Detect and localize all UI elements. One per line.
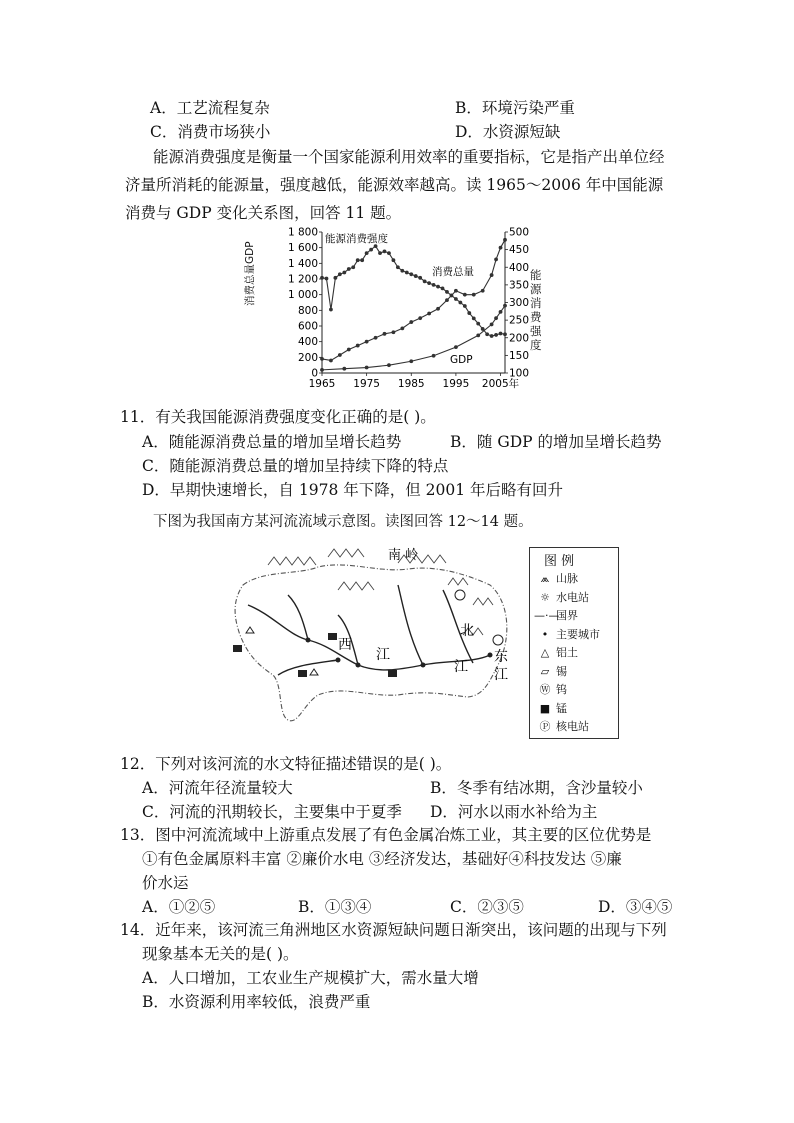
left-axis-label: 消费总量GDP (244, 241, 256, 306)
legend-item (534, 663, 616, 682)
q13-choices-line1: ①有色金属原料丰富 ②廉价水电 ③经济发达，基础好④科技发达 ⑤廉 (142, 850, 622, 868)
legend-item (534, 607, 616, 626)
series-point-0 (342, 271, 346, 275)
left-tick-label: 400 (297, 336, 318, 349)
series-point-0 (472, 316, 476, 320)
river-basin-map (228, 545, 528, 745)
q14-option-a: A．人口增加，工农业生产规模扩大，需水量大增 (142, 969, 479, 987)
q12-option-a: A．河流年径流量较大 (142, 779, 293, 797)
q10-option-a: A．工艺流程复杂 (150, 99, 270, 117)
map-intro: 下图为我国南方某河流流域示意图。读图回答 12～14 题。 (153, 514, 533, 530)
legend-item (534, 589, 616, 608)
right-tick-label: 250 (509, 314, 530, 327)
legend-label: 核电站 (556, 720, 589, 733)
x-tick-label: 1965 (308, 378, 336, 390)
series-point-1 (472, 293, 476, 297)
q11-option-b: B．随 GDP 的增加呈增长趋势 (450, 433, 662, 451)
series-point-2 (490, 323, 494, 327)
energy-gdp-chart (265, 226, 530, 396)
series-point-1 (409, 320, 413, 324)
series-point-0 (360, 258, 364, 262)
q13-option-d: D．③④⑤ (598, 898, 673, 916)
series-label-consumption: 消费总量 (432, 266, 474, 278)
series-point-0 (351, 265, 355, 269)
series-point-2 (476, 334, 480, 338)
legend-label: 钨 (556, 683, 567, 696)
series-point-1 (347, 348, 351, 352)
right-tick-label: 150 (509, 349, 530, 362)
series-point-0 (436, 285, 440, 289)
q10-option-d: D．水资源短缺 (455, 123, 561, 141)
map-legend (529, 547, 619, 739)
legend-symbol-icon: △ (540, 646, 550, 659)
map-label-beijiang: 江 (454, 659, 468, 675)
series-point-0 (494, 333, 498, 337)
series-point-0 (432, 283, 436, 287)
q13-option-c: C．②③⑤ (450, 898, 524, 916)
chart-series (320, 238, 507, 372)
series-point-0 (467, 311, 471, 315)
right-tick-label: 200 (509, 332, 530, 345)
legend-label: 山脉 (556, 572, 578, 585)
left-tick-label: 600 (297, 320, 318, 333)
map-label-nanling: 南 岭 (388, 548, 419, 563)
series-point-0 (490, 334, 494, 338)
series-point-0 (338, 272, 342, 276)
legend-symbol-icon: ⩕ (540, 572, 550, 585)
left-tick-label: 1 400 (287, 257, 318, 270)
series-point-0 (387, 251, 391, 255)
map-label-bei: 北 (460, 623, 474, 639)
series-point-1 (338, 353, 342, 357)
series-point-0 (441, 287, 445, 291)
series-point-0 (423, 279, 427, 283)
q11-option-c: C．随能源消费总量的增加呈持续下降的特点 (142, 457, 449, 475)
legend-label: 水电站 (556, 590, 589, 604)
series-point-1 (374, 336, 378, 340)
x-tick-label: 1985 (397, 378, 425, 390)
q11-stem: 11．有关我国能源消费强度变化正确的是( )。 (120, 408, 436, 426)
legend-symbol-icon: —·— (534, 609, 560, 622)
series-point-0 (414, 274, 418, 278)
series-point-1 (400, 326, 404, 330)
right-tick-label: 450 (509, 244, 530, 257)
legend-title: 图 例 (544, 554, 575, 569)
left-tick-label: 1 800 (287, 226, 318, 239)
series-line-2 (322, 306, 505, 370)
right-tick-label: 400 (509, 261, 530, 274)
series-point-0 (400, 269, 404, 273)
legend-symbol-icon: ■ (539, 701, 551, 715)
left-tick-label: 800 (297, 304, 318, 317)
q14-stem-line2: 现象基本无关的是( )。 (142, 945, 299, 963)
series-point-0 (476, 322, 480, 326)
series-label-intensity: 能源消费强度 (325, 233, 388, 245)
series-point-0 (463, 304, 467, 308)
series-point-1 (499, 246, 503, 250)
series-point-0 (503, 332, 507, 336)
x-tick-label: 2005年 (481, 378, 520, 390)
q10-option-b: B．环境污染严重 (455, 99, 575, 117)
left-axis-ticks (288, 227, 322, 380)
series-point-0 (365, 251, 369, 255)
map-label-dongjiang: 江 (494, 667, 508, 683)
right-axis-label: 能源消费强度 (530, 268, 542, 352)
series-point-0 (396, 265, 400, 269)
q11-option-d: D．早期快速增长，自 1978 年下降，但 2001 年后略有回升 (142, 481, 564, 499)
series-point-1 (490, 273, 494, 277)
legend-item (534, 626, 616, 645)
q11-option-a: A．随能源消费总量的增加呈增长趋势 (142, 433, 402, 451)
q10-option-c: C．消费市场狭小 (150, 123, 271, 141)
series-point-1 (383, 332, 387, 336)
q13-stem: 13．图中河流流域中上游重点发展了有色金属冶炼工业，其主要的区位优势是 (120, 826, 652, 844)
series-point-2 (342, 367, 346, 371)
q13-choices-line2: 价水运 (142, 874, 189, 892)
legend-symbol-icon: • (541, 627, 549, 641)
series-point-0 (392, 258, 396, 262)
series-point-1 (436, 307, 440, 311)
chart-frame (322, 232, 505, 373)
series-point-1 (503, 238, 507, 242)
legend-item (534, 718, 616, 737)
series-point-2 (409, 359, 413, 363)
intro-paragraph: 能源消费强度是衡量一个国家能源利用效率的重要指标，它是指产出单位经济量所消耗的能源量，强度越低，能源效率越高。读 1965～2006 年中国能源消费与 GDP 变化关系图，回答 11 题。 (125, 148, 665, 222)
legend-label: 锡 (556, 664, 567, 678)
series-point-0 (499, 332, 503, 336)
series-point-0 (427, 281, 431, 285)
series-point-1 (454, 289, 458, 293)
series-point-0 (369, 248, 373, 252)
x-axis-ticks (309, 373, 520, 390)
map-label-xijiang: 江 (376, 647, 390, 663)
series-point-2 (494, 316, 498, 320)
legend-item (534, 570, 616, 589)
x-tick-label: 1975 (353, 378, 381, 390)
q12-option-b: B．冬季有结冰期，含沙量较小 (430, 779, 643, 797)
series-point-2 (499, 310, 503, 314)
legend-item (534, 700, 616, 719)
series-point-0 (383, 249, 387, 253)
legend-symbol-icon: Ⓟ (539, 720, 551, 733)
right-tick-label: 100 (509, 367, 530, 380)
series-point-1 (320, 357, 324, 361)
x-tick-label: 1995 (442, 378, 470, 390)
series-point-2 (365, 366, 369, 370)
series-point-0 (378, 251, 382, 255)
legend-label: 主要城市 (556, 627, 600, 641)
series-line-1 (322, 240, 505, 361)
series-point-0 (409, 272, 413, 276)
q14-stem-line1: 14．近年来，该河流三角洲地区水资源短缺问题日渐突出，该问题的出现与下列 (120, 921, 667, 939)
left-tick-label: 200 (297, 351, 318, 364)
legend-item (534, 681, 616, 700)
series-point-1 (329, 359, 333, 363)
series-point-0 (418, 276, 422, 280)
series-point-2 (320, 368, 324, 372)
q14-option-b: B．水资源利用率较低，浪费严重 (142, 993, 371, 1011)
map-label-dong: 东 (494, 649, 508, 665)
q13-option-a: A．①②⑤ (142, 898, 216, 916)
legend-list (534, 570, 616, 737)
series-point-2 (503, 304, 507, 308)
series-point-0 (347, 267, 351, 271)
left-tick-label: 0 (311, 367, 318, 380)
legend-label: 国界 (556, 609, 578, 622)
series-point-1 (494, 258, 498, 262)
q13-option-b: B．①③④ (298, 898, 372, 916)
legend-item (534, 644, 616, 663)
series-point-0 (445, 290, 449, 294)
series-point-0 (458, 301, 462, 305)
left-tick-label: 1 000 (287, 289, 318, 302)
legend-label: 锰 (556, 701, 567, 715)
q12-option-d: D．河水以雨水补给为主 (430, 803, 598, 821)
right-axis-ticks (505, 227, 529, 380)
series-point-1 (427, 312, 431, 316)
series-point-1 (392, 330, 396, 334)
series-point-1 (365, 340, 369, 344)
series-point-0 (356, 258, 360, 262)
left-tick-label: 1 200 (287, 273, 318, 286)
series-point-1 (463, 293, 467, 297)
series-point-2 (432, 354, 436, 358)
series-point-2 (454, 345, 458, 349)
legend-symbol-icon: Ⓦ (539, 683, 551, 696)
series-point-0 (454, 297, 458, 301)
map-label-xi: 西 (338, 637, 352, 653)
series-point-0 (485, 332, 489, 336)
q12-option-c: C．河流的汛期较长，主要集中于夏季 (142, 803, 402, 821)
series-point-2 (387, 363, 391, 367)
series-point-0 (325, 277, 329, 281)
series-label-gdp: GDP (450, 354, 473, 366)
left-tick-label: 1 600 (287, 242, 318, 255)
series-point-0 (329, 308, 333, 312)
legend-symbol-icon: ☼ (540, 590, 550, 604)
series-point-1 (418, 316, 422, 320)
right-tick-label: 350 (509, 279, 530, 292)
legend-symbol-icon: ▱ (540, 664, 550, 678)
series-point-1 (445, 298, 449, 302)
series-point-1 (356, 344, 360, 348)
series-point-0 (320, 276, 324, 280)
series-point-0 (405, 271, 409, 275)
legend-label: 铝土 (556, 646, 578, 659)
series-point-0 (333, 276, 337, 280)
series-point-1 (481, 289, 485, 293)
q12-stem: 12．下列对该河流的水文特征描述错误的是( )。 (120, 755, 452, 773)
right-tick-label: 500 (509, 226, 530, 239)
right-tick-label: 300 (509, 297, 530, 309)
